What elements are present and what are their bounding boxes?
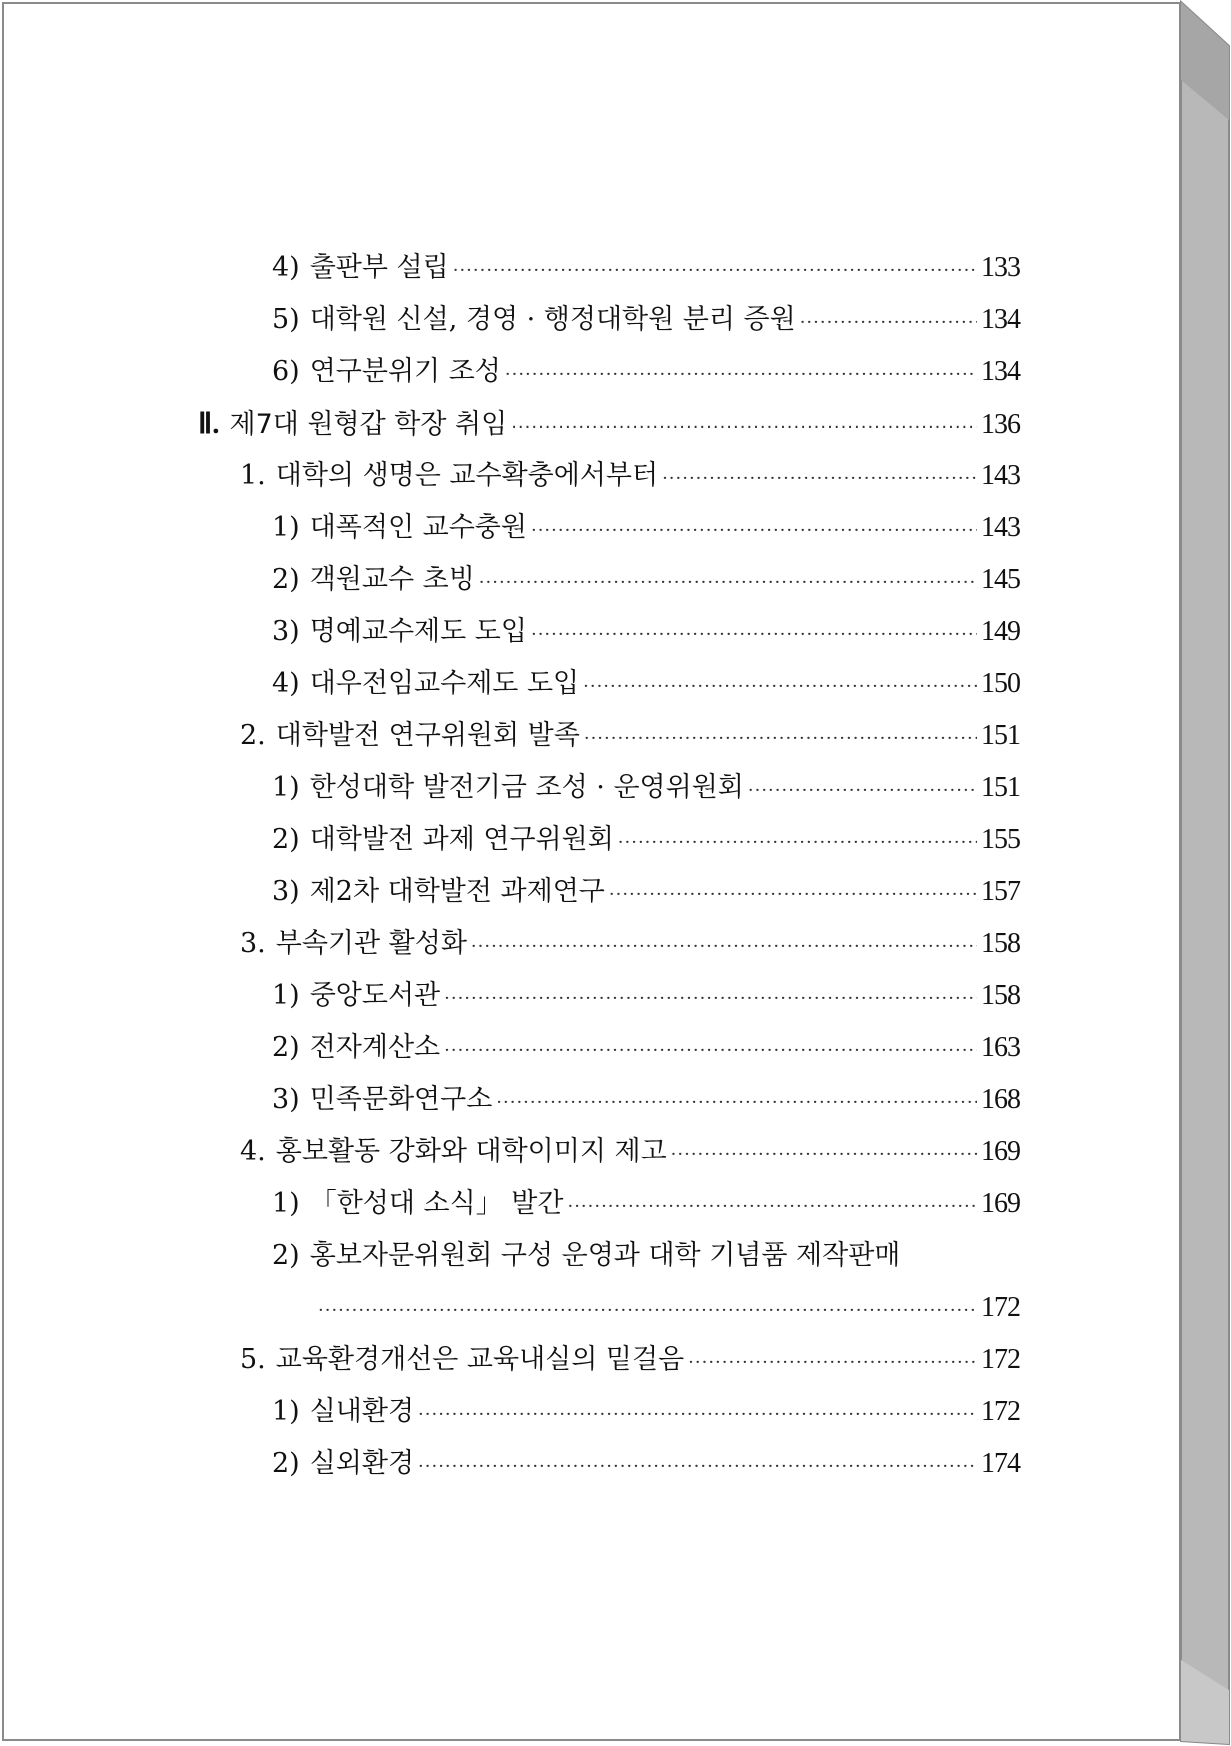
toc-section-entry[interactable] [240,1132,1020,1172]
toc-page-number: 151 [981,720,1020,751]
toc-page-number: 149 [981,616,1020,647]
dot-leader [609,875,977,915]
toc-entry-continuation[interactable] [318,1288,1020,1328]
toc-page-number: 174 [981,1448,1020,1479]
dot-leader [418,1395,977,1435]
toc-page-number: 134 [981,356,1020,387]
toc-entry[interactable] [272,1444,1020,1484]
toc-number: 2) [272,1448,300,1479]
toc-title: 대폭적인 교수충원 [309,512,527,543]
toc-entry[interactable] [272,976,1020,1016]
toc-number: 4. [240,1136,266,1167]
toc-page-number: 150 [981,668,1020,699]
toc-title: 대학원 신설, 경영 · 행정대학원 분리 증원 [309,304,796,335]
toc-page-number: 172 [981,1344,1020,1375]
toc-page-number: 133 [981,252,1020,283]
toc-number: 2) [272,1032,300,1063]
toc-page-number: 143 [981,460,1020,491]
dot-leader [583,667,977,707]
toc-number: 6) [272,356,300,387]
dot-leader [618,823,977,863]
dot-leader [584,719,977,759]
toc-entry[interactable] [272,1080,1020,1120]
toc-title: 교육환경개선은 교육내실의 밑걸음 [275,1344,685,1375]
dot-leader [688,1343,977,1383]
toc-entry[interactable] [272,664,1020,704]
toc-entry[interactable] [272,1028,1020,1068]
dot-leader [567,1187,977,1227]
toc-title: 실외환경 [309,1448,415,1479]
toc-number: 4) [272,252,300,283]
toc-title: 홍보활동 강화와 대학이미지 제고 [275,1136,667,1167]
toc-number: 5) [272,304,300,335]
dot-leader [479,563,977,603]
toc-title: 대학의 생명은 교수확충에서부터 [275,460,659,491]
toc-number: 3. [240,928,266,959]
toc-page-number: 158 [981,928,1020,959]
dot-leader [531,511,977,551]
toc-entry[interactable] [272,768,1020,808]
toc-section-entry[interactable] [240,924,1020,964]
toc-page-number: 172 [981,1396,1020,1427]
toc-entry[interactable] [272,352,1020,392]
toc-entry[interactable] [272,820,1020,860]
toc-number: 1. [240,460,266,491]
toc-number: 5. [240,1344,266,1375]
toc-page-number: 143 [981,512,1020,543]
toc-title: 홍보자문위원회 구성 운영과 대학 기념품 제작판매 [309,1240,901,1271]
dot-leader [671,1135,977,1175]
toc-title: 명예교수제도 도입 [309,616,527,647]
toc-section-entry[interactable] [240,1340,1020,1380]
toc-entry[interactable] [272,1392,1020,1432]
dot-leader [471,927,977,967]
toc-number: 2. [240,720,266,751]
toc-title: 중앙도서관 [309,980,441,1011]
toc-page-number: 134 [981,304,1020,335]
dot-leader [511,408,977,448]
dot-leader [800,303,977,343]
toc-number: 3) [272,1084,300,1115]
toc-entry[interactable] [272,1184,1020,1224]
toc-title: 대우전임교수제도 도입 [309,668,580,699]
toc-number: 1) [272,1188,300,1219]
dot-leader [453,251,977,291]
toc-title: 「한성대 소식」 발간 [309,1188,564,1219]
toc-page-number: 157 [981,876,1020,907]
toc-entry[interactable] [272,1236,1020,1276]
toc-chapter-entry[interactable] [198,404,1020,444]
toc-entry[interactable] [272,248,1020,288]
dot-leader [444,1031,977,1071]
toc-number: 4) [272,668,300,699]
toc-page-number: 169 [981,1136,1020,1167]
toc-number: 1) [272,980,300,1011]
toc-page-number: 169 [981,1188,1020,1219]
toc-title: 대학발전 과제 연구위원회 [309,824,614,855]
toc-title: 대학발전 연구위원회 발족 [275,720,580,751]
toc-number: 1) [272,772,300,803]
dot-leader [748,771,977,811]
toc-chapter-title: 제7대 원형갑 학장 취임 [229,409,508,440]
toc-page-number: 145 [981,564,1020,595]
toc-page-number: 158 [981,980,1020,1011]
toc-page-number: 172 [981,1292,1020,1323]
toc-page-number: 155 [981,824,1020,855]
toc-section-entry[interactable] [240,716,1020,756]
toc-title: 한성대학 발전기금 조성 · 운영위원회 [309,772,744,803]
toc-entry[interactable] [272,560,1020,600]
toc-number: 1) [272,512,300,543]
toc-number: 3) [272,876,300,907]
dot-leader [531,615,977,655]
toc-title: 실내환경 [309,1396,415,1427]
toc-number: 2) [272,1240,300,1271]
toc-number: 2) [272,564,300,595]
toc-number: 3) [272,616,300,647]
toc-page-number: 168 [981,1084,1020,1115]
dot-leader [418,1447,977,1487]
dot-leader [662,459,977,499]
toc-number: 1) [272,1396,300,1427]
toc-chapter-number: Ⅱ. [198,408,220,440]
toc-title: 부속기관 활성화 [275,928,467,959]
toc-title: 출판부 설립 [309,252,449,283]
toc-page-number: 151 [981,772,1020,803]
dot-leader [496,1083,977,1123]
dot-leader [444,979,977,1019]
toc-section-entry[interactable] [240,456,1020,496]
toc-title: 민족문화연구소 [309,1084,493,1115]
toc-title: 제2차 대학발전 과제연구 [309,876,605,907]
toc-title: 전자계산소 [309,1032,441,1063]
toc-title: 객원교수 초빙 [309,564,475,595]
toc-entry[interactable] [272,508,1020,548]
toc-entry[interactable] [272,612,1020,652]
toc-page-number: 163 [981,1032,1020,1063]
toc-title: 연구분위기 조성 [309,356,501,387]
toc-number: 2) [272,824,300,855]
dot-leader [505,355,977,395]
toc-entry[interactable] [272,872,1020,912]
toc-entry[interactable] [272,300,1020,340]
dot-leader [318,1291,977,1331]
toc-page-number: 136 [981,409,1020,440]
